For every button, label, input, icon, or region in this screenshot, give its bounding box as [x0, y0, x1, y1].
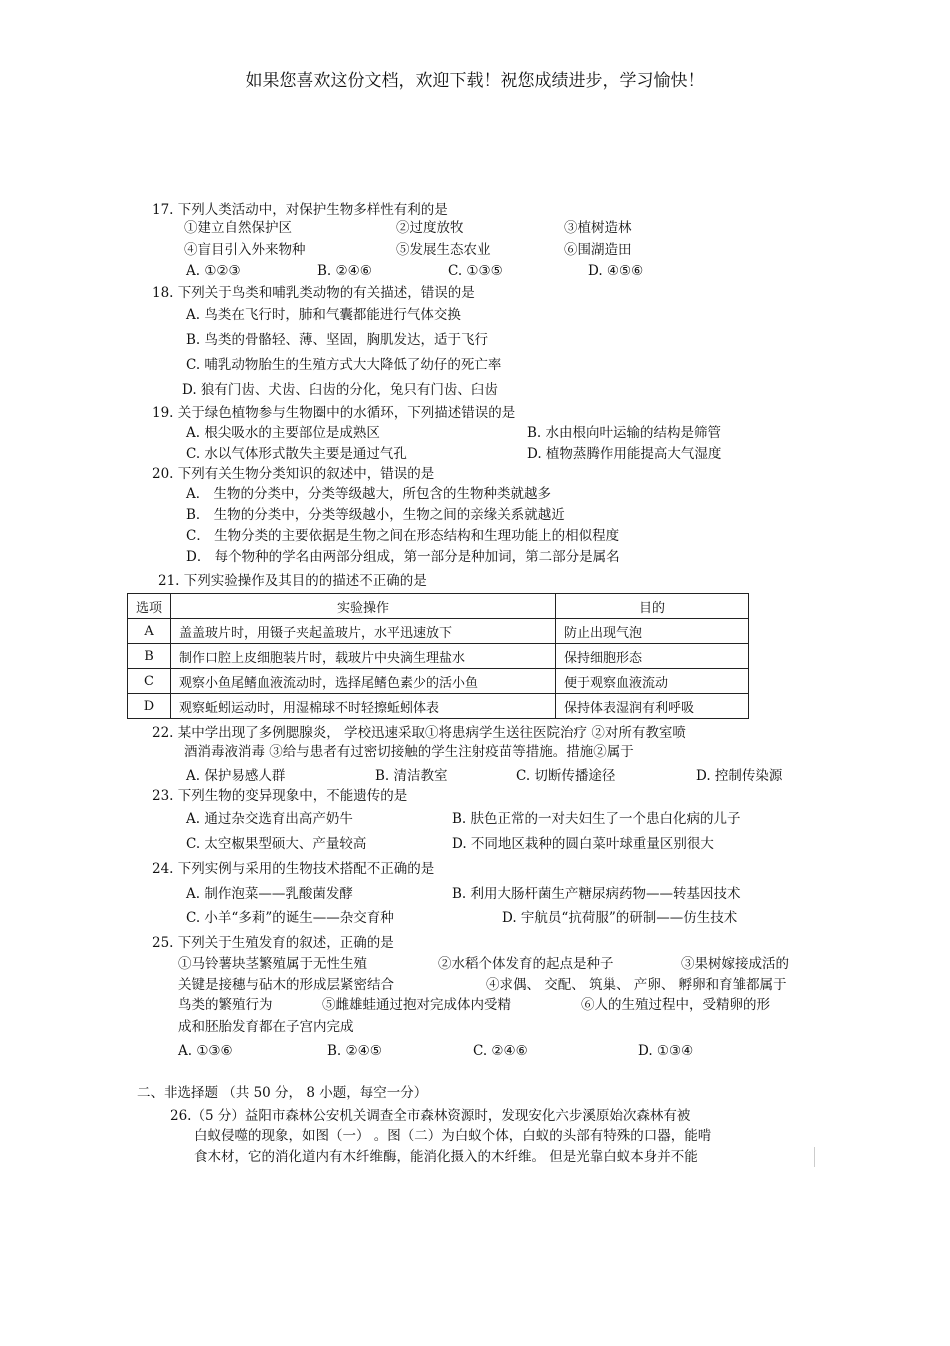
- q18-option: B. 鸟类的骨骼轻、薄、坚固，胸肌发达，适于飞行: [186, 332, 489, 348]
- table-cell-operation: 制作口腔上皮细胞装片时，载玻片中央滴生理盐水: [171, 644, 556, 669]
- q22-option: D. 控制传染源: [696, 768, 783, 784]
- q20-stem: 20. 下列有关生物分类知识的叙述中，错误的是: [152, 466, 435, 482]
- q23-option: C. 太空椒果型硕大、产量较高: [186, 836, 367, 852]
- table-cell-operation: 盖盖玻片时，用镊子夹起盖玻片，水平迅速放下: [171, 619, 556, 644]
- q24-option: A. 制作泡菜——乳酸菌发酵: [186, 886, 353, 902]
- q20-option: D． 每个物种的学名由两部分组成，第一部分是种加词，第二部分是属名: [186, 549, 620, 565]
- q25-text: 成和胚胎发育都在子宫内完成: [178, 1019, 354, 1035]
- q24-option: C. 小羊“多莉”的诞生——杂交育种: [186, 910, 394, 926]
- q25-text: ⑥人的生殖过程中，受精卵的形: [581, 997, 770, 1013]
- q25-option: A. ①③⑥: [178, 1043, 233, 1059]
- q19-option: B. 水由根向叶运输的结构是筛管: [527, 425, 722, 441]
- q17-item: ①建立自然保护区: [184, 220, 292, 236]
- page-header: 如果您喜欢这份文档，欢迎下载！祝您成绩进步，学习愉快！: [245, 71, 705, 91]
- table-row: [128, 644, 749, 669]
- q26-line: 26.（5 分）益阳市森林公安机关调查全市森林资源时，发现安化六步溪原始次森林有被: [170, 1108, 691, 1124]
- table-header-row: [128, 594, 749, 619]
- q22-stem-line1: 22. 某中学出现了多例腮腺炎， 学校迅速采取①将患病学生送往医院治疗 ②对所有教室喷: [152, 725, 686, 741]
- q19-option: C. 水以气体形式散失主要是通过气孔: [186, 446, 407, 462]
- q17-option: B. ②④⑥: [317, 263, 372, 279]
- table-cell-goal: 防止出现气泡: [556, 619, 749, 644]
- q18-option: C. 哺乳动物胎生的生殖方式大大降低了幼仔的死亡率: [186, 357, 502, 373]
- table-header-cell: 目的: [556, 594, 749, 619]
- q24-stem: 24. 下列实例与采用的生物技术搭配不正确的是: [152, 861, 435, 877]
- q22-stem-line2: 酒消毒液消毒 ③给与患者有过密切接触的学生注射疫苗等措施。措施②属于: [184, 744, 634, 760]
- q22-option: B. 清洁教室: [375, 768, 448, 784]
- table-header-cell: 实验操作: [171, 594, 556, 619]
- table-cell-option: A: [128, 619, 171, 644]
- q17-item: ②过度放牧: [396, 220, 464, 236]
- q25-text: ①马铃薯块茎繁殖属于无性生殖: [178, 956, 367, 972]
- q17-item: ⑥围湖造田: [564, 242, 632, 258]
- table-header-cell: 选项: [128, 594, 171, 619]
- table-row: [128, 694, 749, 719]
- q23-option: B. 肤色正常的一对夫妇生了一个患白化病的儿子: [452, 811, 741, 827]
- q19-option: A. 根尖吸水的主要部位是成熟区: [186, 425, 380, 441]
- q20-option: A． 生物的分类中，分类等级越大，所包含的生物种类就越多: [186, 486, 552, 502]
- table-cell-goal: 保持细胞形态: [556, 644, 749, 669]
- table-cell-operation: 观察小鱼尾鳍血液流动时，选择尾鳍色素少的活小鱼: [171, 669, 556, 694]
- q17-item: ⑤发展生态农业: [396, 242, 491, 258]
- q25-text: ⑤雌雄蛙通过抱对完成体内受精: [322, 997, 511, 1013]
- q23-stem: 23. 下列生物的变异现象中，不能遗传的是: [152, 788, 408, 804]
- q18-stem: 18. 下列关于鸟类和哺乳类动物的有关描述，错误的是: [152, 285, 475, 301]
- q24-option: B. 利用大肠杆菌生产糖尿病药物——转基因技术: [452, 886, 741, 902]
- section-heading: 二、非选择题 （共 50 分， 8 小题，每空一分）: [137, 1085, 428, 1101]
- q25-text: 鸟类的繁殖行为: [178, 997, 273, 1013]
- q17-stem: 17. 下列人类活动中，对保护生物多样性有利的是: [152, 202, 448, 218]
- q24-option: D. 宇航员“抗荷服”的研制——仿生技术: [502, 910, 738, 926]
- q17-option: A. ①②③: [186, 263, 241, 279]
- q17-option: C. ①③⑤: [448, 263, 503, 279]
- q23-option: D. 不同地区栽种的圆白菜叶球重量区别很大: [452, 836, 714, 852]
- table-cell-goal: 便于观察血液流动: [556, 669, 749, 694]
- q19-stem: 19. 关于绿色植物参与生物圈中的水循环，下列描述错误的是: [152, 405, 516, 421]
- q19-option: D. 植物蒸腾作用能提高大气湿度: [527, 446, 722, 462]
- page-edge-mark: [814, 1147, 815, 1167]
- q25-stem: 25. 下列关于生殖发育的叙述，正确的是: [152, 935, 394, 951]
- q25-option: C. ②④⑥: [473, 1043, 528, 1059]
- q26-line: 食木材，它的消化道内有木纤维酶，能消化摄入的木纤维。 但是光靠白蚁本身并不能: [194, 1149, 698, 1165]
- q18-option: D. 狼有门齿、犬齿、臼齿的分化，兔只有门齿、臼齿: [182, 382, 498, 398]
- table-cell-option: C: [128, 669, 171, 694]
- q17-option: D. ④⑤⑥: [588, 263, 644, 279]
- q17-item: ③植树造林: [564, 220, 632, 236]
- q25-text: ④求偶、 交配、 筑巢、 产卵、 孵卵和育雏都属于: [486, 977, 787, 993]
- table-cell-option: B: [128, 644, 171, 669]
- q25-text: ②水稻个体发育的起点是种子: [438, 956, 614, 972]
- q23-option: A. 通过杂交选育出高产奶牛: [186, 811, 353, 827]
- table-row: [128, 669, 749, 694]
- q25-option: D. ①③④: [638, 1043, 694, 1059]
- table-cell-goal: 保持体表湿润有利呼吸: [556, 694, 749, 719]
- q22-option: C. 切断传播途径: [516, 768, 616, 784]
- q25-option: B. ②④⑤: [327, 1043, 382, 1059]
- q18-option: A. 鸟类在飞行时，肺和气囊都能进行气体交换: [186, 307, 461, 323]
- q17-item: ④盲目引入外来物种: [184, 242, 306, 258]
- q26-line: 白蚁侵噬的现象，如图（一） 。图（二）为白蚁个体，白蚁的头部有特殊的口器，能啃: [194, 1128, 712, 1144]
- table-cell-operation: 观察蚯蚓运动时，用湿棉球不时轻擦蚯蚓体表: [171, 694, 556, 719]
- q22-option: A. 保护易感人群: [186, 768, 286, 784]
- table-cell-option: D: [128, 694, 171, 719]
- q20-option: B． 生物的分类中，分类等级越小，生物之间的亲缘关系就越近: [186, 507, 565, 523]
- q20-option: C． 生物分类的主要依据是生物之间在形态结构和生理功能上的相似程度: [186, 528, 620, 544]
- q25-text: ③果树嫁接成活的: [681, 956, 789, 972]
- q25-text: 关键是接穗与砧木的形成层紧密结合: [178, 977, 394, 993]
- q21-stem: 21. 下列实验操作及其目的的描述不正确的是: [158, 573, 427, 589]
- table-row: [128, 619, 749, 644]
- experiment-table: [127, 593, 749, 719]
